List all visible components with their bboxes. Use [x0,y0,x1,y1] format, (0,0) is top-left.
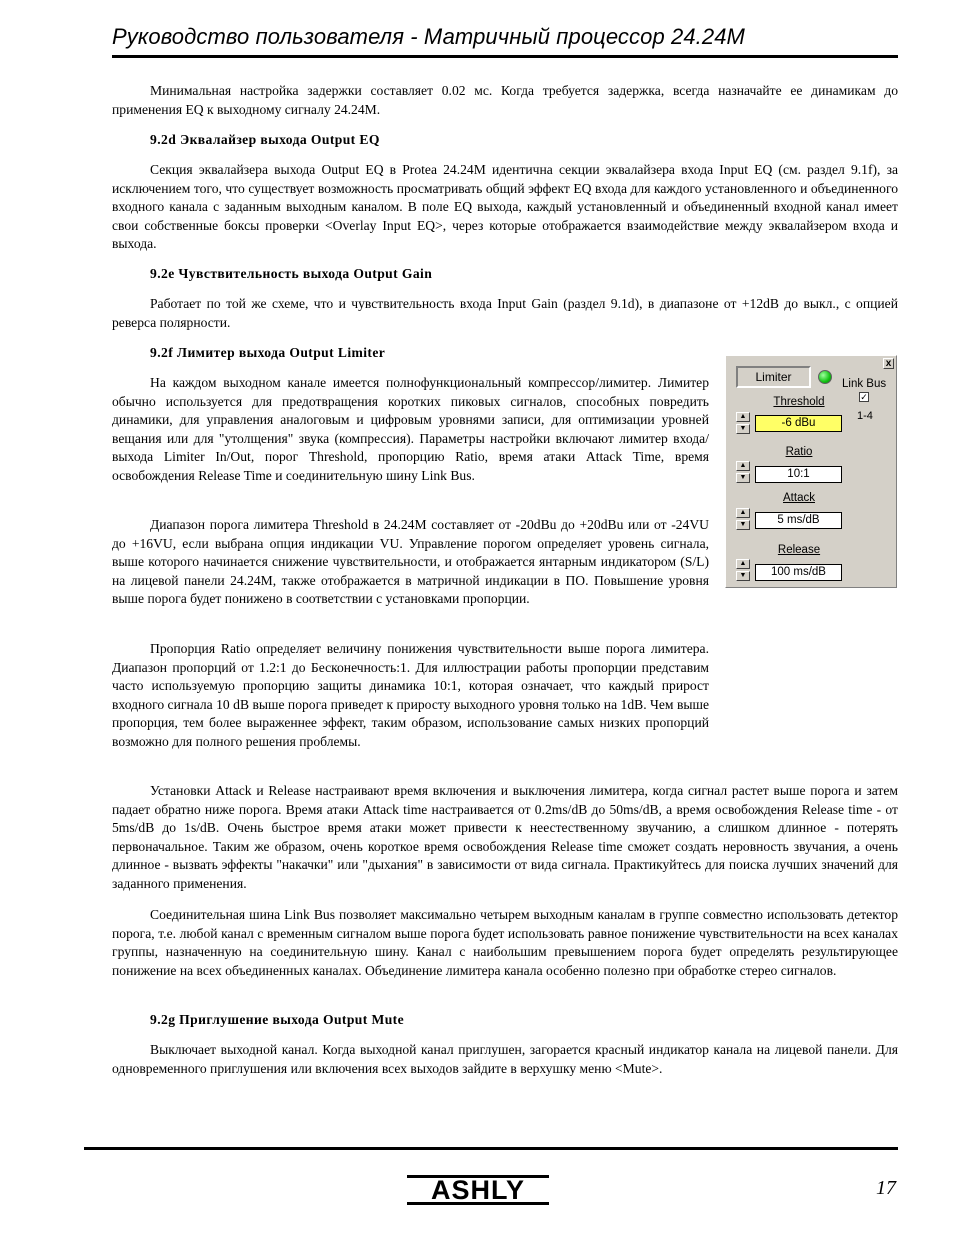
release-up-button[interactable]: ▲ [736,559,750,569]
release-value[interactable]: 100 ms/dB [755,564,842,581]
paragraph-delay: Минимальная настройка задержки составляет 0.02 мс. Когда требуется задержка, всегда назначайте ее динамикам до применения EQ к выходному сигналу 24.24M. [112,83,898,117]
attack-up-button[interactable]: ▲ [736,508,750,518]
footer-rule [84,1147,898,1150]
heading-output-eq: 9.2d Эквалайзер выхода Output EQ [150,132,380,147]
link-bus-checkbox[interactable]: ✓ [860,392,868,402]
attack-value[interactable]: 5 ms/dB [755,512,842,529]
ratio-down-button[interactable]: ▼ [736,473,750,483]
link-bus-label: Link Bus [842,378,887,390]
ratio-label: Ratio [785,446,813,458]
limiter-toggle-button[interactable]: Limiter [736,366,811,388]
ratio-value[interactable]: 10:1 [755,466,842,483]
ratio-up-button[interactable]: ▲ [736,461,750,471]
paragraph-attack-release: Установки Attack и Release настраивают время включения и выключения лимитера, когда сигнал растет выше порога и затем падает обратно ниже порога. Время атаки Attack time настраивается от 0.2ms/dB до 50ms/dB, а время освобождения Release time - от 5ms/dB до 1s/dB. Очень быстрое время атаки может привести к неестественному звучанию, а слишком длинное - потерять первоначальное. Таким же образом, очень короткое время освобождения Release time сможет создать неровность звучания, а очень длинное - вызвать эффекты "накачки" или "дыхания" в зависимости от вида сигнала. Практикуйтесь для поиска лучших значений для заданного применения. [112,783,898,891]
page-header-title: Руководство пользователя - Матричный процессор 24.24M [112,24,745,49]
heading-output-gain: 9.2e Чувствительность выхода Output Gain [150,266,433,281]
ratio-spinner [736,461,750,485]
ashly-logo: ASHLY [407,1175,549,1205]
paragraph-threshold: Диапазон порога лимитера Threshold в 24.24M составляет от -20dBu до +20dBu или от -24VU до +16VU, если выбрана опция индикации VU. Управление порогом определяет уровень сигнала, выше которого начинается снижение чувствительности, и отображается янтарным индикатором (S/L) на лицевой панели 24.24M, также отображается в матричной индикации в ПО. Повышение уровня выше порога будет понижено в соответствии с установками пропорции. [112,517,709,607]
release-spinner [736,559,750,583]
page-number: 17 [876,1177,896,1199]
threshold-up-button[interactable]: ▲ [736,412,750,422]
limiter-panel [725,355,897,588]
close-icon[interactable]: x [883,358,894,369]
threshold-value[interactable]: -6 dBu [755,415,842,432]
paragraph-ratio: Пропорция Ratio определяет величину понижения чувствительности выше порога лимитера. Диапазон пропорций от 1.2:1 до Бесконечность:1. Для иллюстрации работы пропорции представим часто используемую пропорцию защиты динамика 10:1, которая означает, что каждый прирост входного сигнала 10 dB выше порога приведет к приросту выходного уровня только на 1dB. Чем выше пропорция, тем более выраженнее эффект, таким образом, использование самых низких пропорций возможно для полного решения проблемы. [112,641,709,749]
attack-down-button[interactable]: ▼ [736,520,750,530]
limiter-status-led [818,370,832,384]
release-label: Release [777,544,821,556]
paragraph-output-gain: Работает по той же схеме, что и чувствительность входа Input Gain (раздел 9.1d), в диапазоне от +12dB до выкл., с опцией реверса полярности. [112,296,898,330]
heading-output-mute: 9.2g Приглушение выхода Output Mute [150,1012,405,1027]
attack-label: Attack [783,492,815,504]
paragraph-limiter-intro: На каждом выходном канале имеется полнофункциональный компрессор/лимитер. Лимитер обычно используется для предотвращения коротких пиковых сигналов, способных повредить динамики, для управления аналоговым и цифровым уровнями записи, для оптимизации уровней вещания или для "утолщения" звука (компрессия). Параметры настройки включают лимитер входа/выхода Limiter In/Out, порог Threshold, пропорцию Ratio, время атаки Attack Time, время освобождения Release Time и соединительную шину Link Bus. [112,375,709,483]
threshold-down-button[interactable]: ▼ [736,424,750,434]
attack-spinner [736,508,750,532]
link-bus-range: 1-4 [857,410,873,422]
heading-output-limiter: 9.2f Лимитер выхода Output Limiter [150,345,386,360]
paragraph-link-bus: Соединительная шина Link Bus позволяет максимально четырем выходным каналам в группе совместно использовать детектор порога, т.е. любой канал с временным сигналом выше порога будет использовать равное понижение чувствительности на всех каналах группы, назначенную на соединительную шину. Канал с наибольшим превышением порога будет определять результирующее понижение на всех объединенных каналах. Объединение лимитера канала особенно полезно при обработке стерео сигналов. [112,907,898,978]
release-down-button[interactable]: ▼ [736,571,750,581]
threshold-label: Threshold [773,396,825,408]
threshold-spinner [736,412,750,436]
paragraph-output-mute: Выключает выходной канал. Когда выходной канал приглушен, загорается красный индикатор канала на лицевой панели. Для одновременного приглушения или включения всех выходов зайдите в верхушку меню <Mute>. [112,1042,898,1076]
paragraph-output-eq: Секция эквалайзера выхода Output EQ в Protea 24.24M идентична секции эквалайзера входа Input EQ (см. раздел 9.1f), за исключением того, что существует возможность просматривать общий эффект EQ входа для каждого установленного и объединенного входного канала с заданным выходным каналом. В поле EQ выхода, каждый установленный и объединенный входной канал имеет свои собственные боксы проверки <Overlay Input EQ>, через которые отображается взаимодействие между эквалайзером входа и выхода. [112,162,898,252]
header-rule [112,55,898,58]
